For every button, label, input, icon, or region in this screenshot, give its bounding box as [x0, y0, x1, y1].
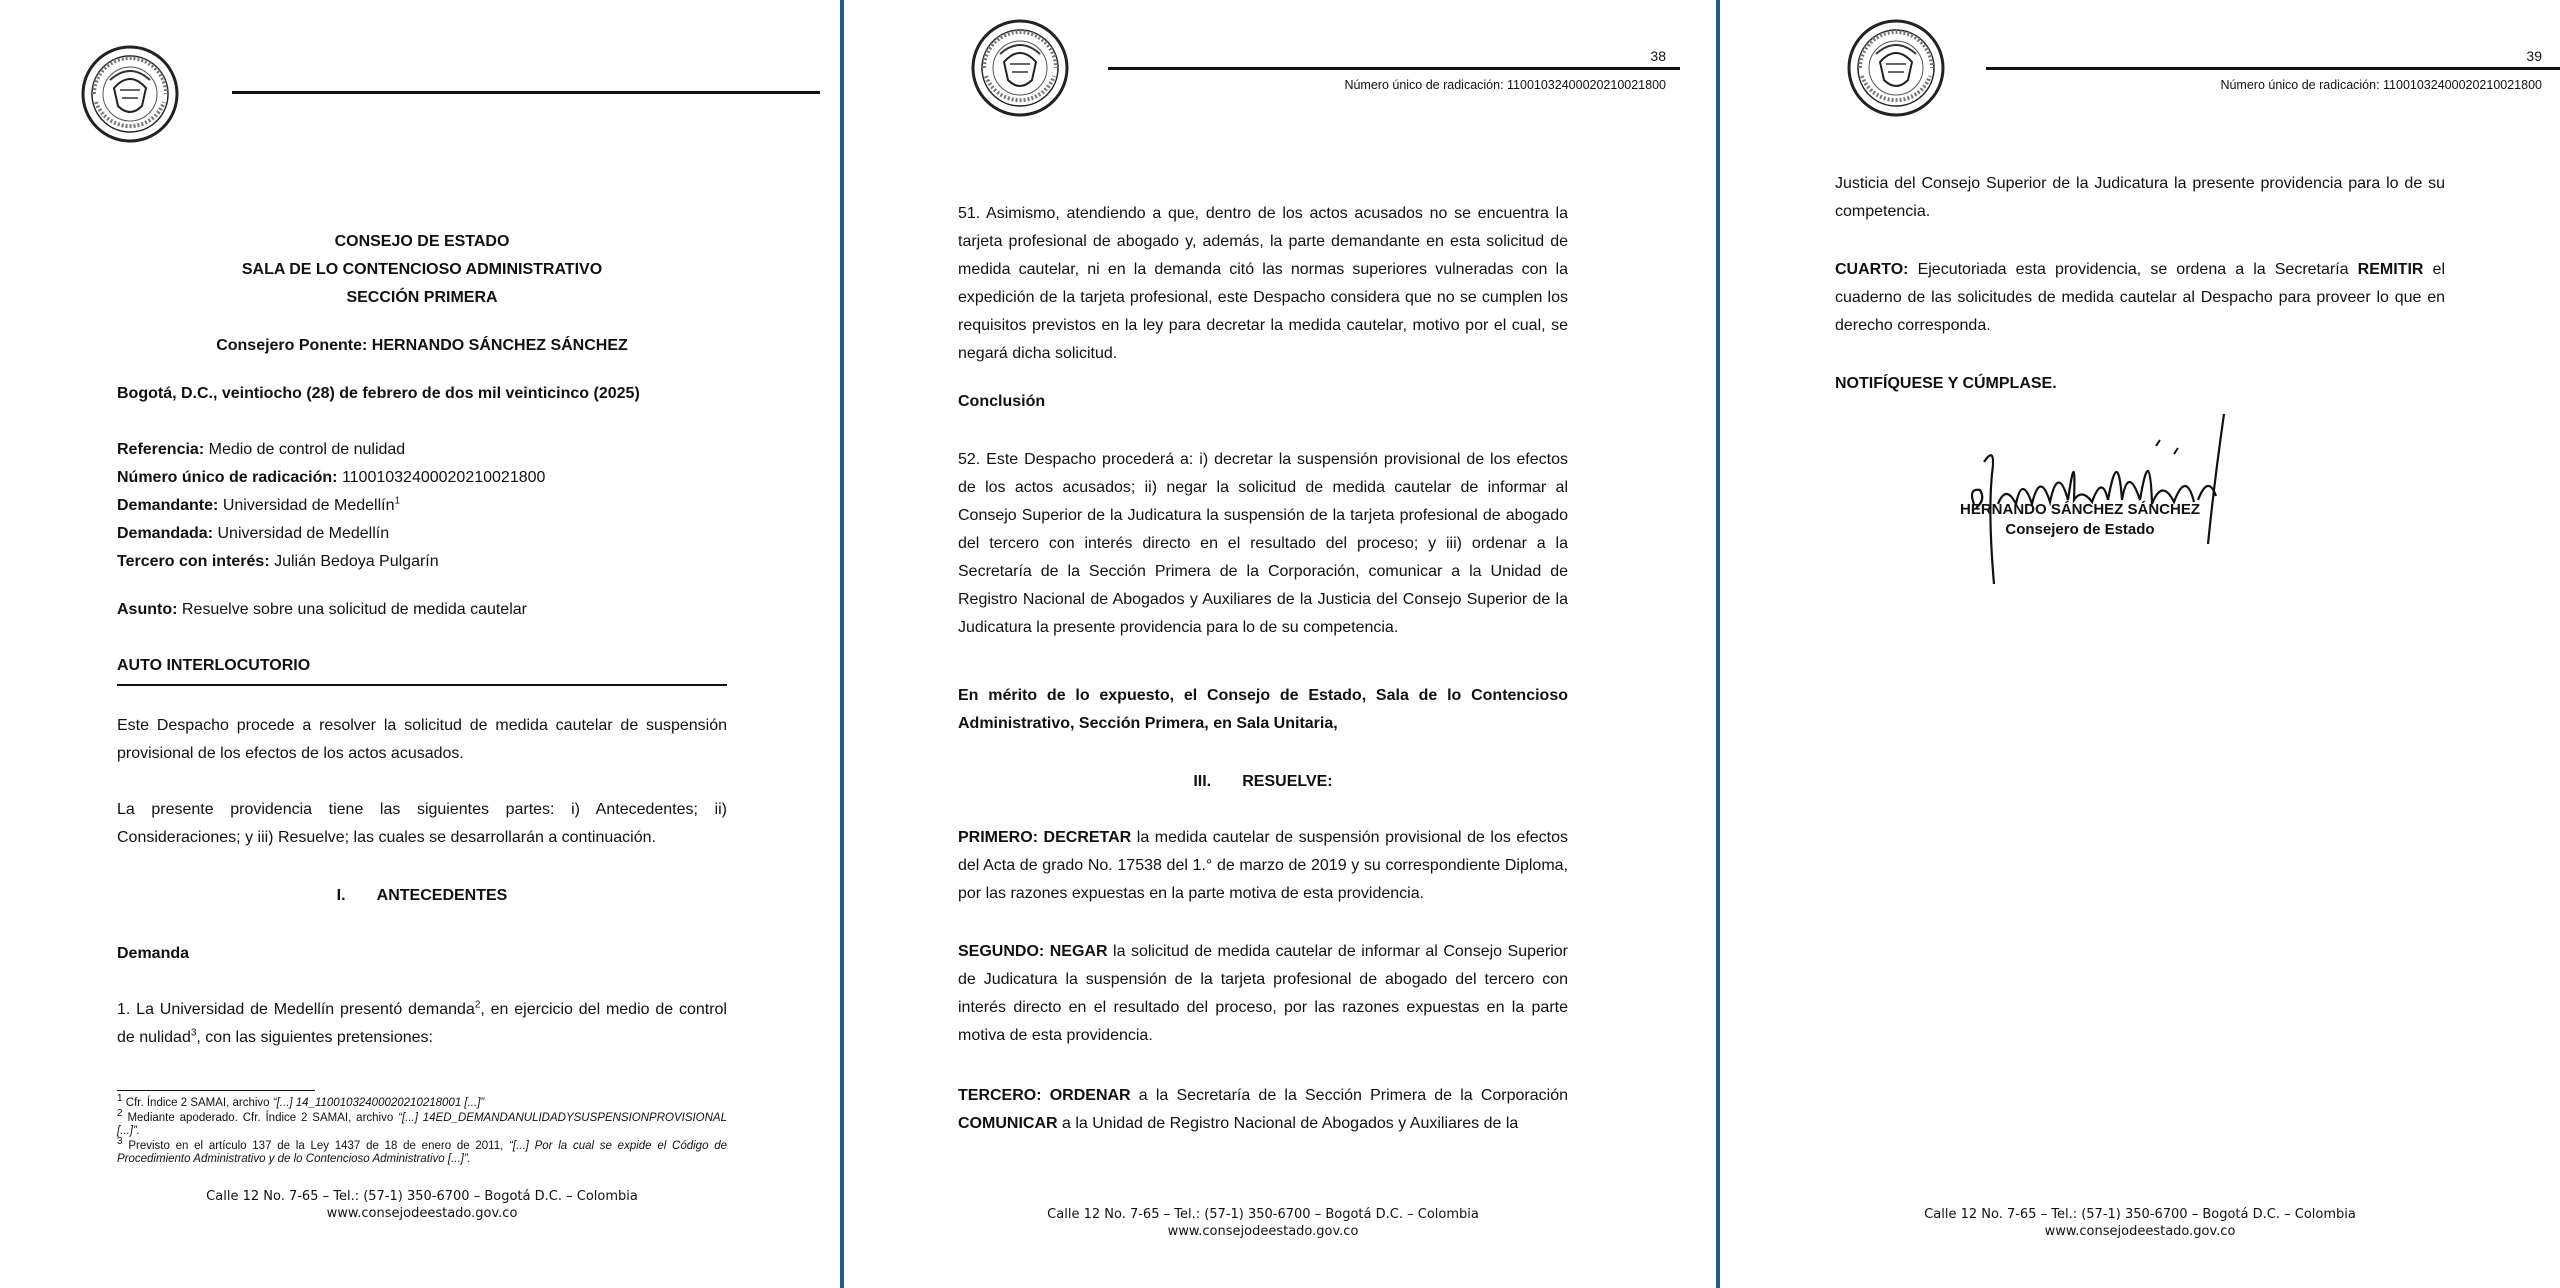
- consejo-de-estado-seal-icon: [970, 18, 1070, 118]
- demanda-heading: Demanda: [117, 945, 190, 962]
- primero-paragraph: PRIMERO: DECRETAR la medida cautelar de suspensión provisional de los efectos del Acta de grado No. 17538 del 1.° de marzo de 2019 y su correspondiente Diploma, por las razones expuestas en la parte motiva de esta providencia.: [958, 829, 1569, 902]
- radicacion-header: Número único de radicación: 11001032400020210021800: [1344, 78, 1666, 92]
- header-rule: [1986, 67, 2560, 70]
- page-footer: Calle 12 No. 7-65 – Tel.: (57-1) 350-6700 – Bogotá D.C. – Colombia www.consejodeestado.gov.co: [1047, 1207, 1479, 1239]
- header-rule: [232, 91, 820, 94]
- page-footer: Calle 12 No. 7-65 – Tel.: (57-1) 350-6700 – Bogotá D.C. – Colombia www.consejodeestado.gov.co: [1924, 1207, 2356, 1239]
- date-line: Bogotá, D.C., veintiocho (28) de febrero de dos mil veinticinco (2025): [117, 385, 640, 402]
- ponente-line: Consejero Ponente: HERNANDO SÁNCHEZ SÁNCHEZ: [216, 337, 628, 354]
- auto-title-rule: [117, 684, 727, 686]
- merito-paragraph: En mérito de lo expuesto, el Consejo de Estado, Sala de lo Contencioso Administrativo, Sección Primera, en Sala Unitaria,: [958, 687, 1568, 732]
- institution-heading: CONSEJO DE ESTADO SALA DE LO CONTENCIOSO ADMINISTRATIVO SECCIÓN PRIMERA: [241, 233, 603, 306]
- case-details: Referencia: Medio de control de nulidad Número único de radicación: 11001032400020210021800 Demandante: Universidad de Medellín$^1$ Demandada: Universidad de Medellín Tercero con interés: Julián Bedoya Pulgarín: [117, 441, 546, 570]
- section-heading-antecedentes: I. ANTECEDENTES: [336, 887, 508, 904]
- cuarto-paragraph: CUARTO: Ejecutoriada esta providencia, se ordena a la Secretaría REMITIR el cuaderno de las solicitudes de medida cautelar al Despacho para proveer lo que en derecho corresponda.: [1835, 261, 2445, 334]
- auto-title: AUTO INTERLOCUTORIO: [117, 657, 311, 674]
- signer-block: HERNANDO SÁNCHEZ SÁNCHEZ Consejero de Estado: [1959, 501, 2200, 538]
- consejo-de-estado-seal-icon: [1846, 18, 1946, 118]
- document-page-1: [0, 0, 840, 1288]
- conclusion-heading: Conclusión: [958, 393, 1046, 410]
- asunto-line: Asunto: Resuelve sobre una solicitud de medida cautelar: [117, 601, 527, 618]
- handwritten-signature: [1962, 404, 2262, 594]
- document-page-3: [1722, 0, 2560, 1288]
- paragraph-51: 51. Asimismo, atendiendo a que, dentro de los actos acusados no se encuentra la tarjeta profesional de abogado y, además, la parte demandante en esta solicitud de medida cautelar, ni en la demanda citó las normas superiores vulneradas con la expedición de la tarjeta profesional, este Despacho considera que no se cumplen los requisitos previstos en la ley para decretar la medida cautelar, motivo por el cual, se negará dicha solicitud.: [958, 205, 1568, 362]
- intro-paragraph: Este Despacho procede a resolver la solicitud de medida cautelar de suspensión provisional de los efectos de los actos acusados.: [117, 717, 727, 762]
- footnote-3: $^3$ Previsto en el artículo 137 de la Ley 1437 de 18 de enero de 2011, “[...] Por la cual se expide el Código de Procedimiento Administrativo y de lo Contencioso Administrativo [...]”.: [117, 1136, 727, 1165]
- paragraph-52: 52. Este Despacho procederá a: i) decretar la suspensión provisional de los efectos de los actos acusados; ii) negar la solicitud de medida cautelar de informar al Consejo Superior de la Judicatura la suspensión de la tarjeta profesional de abogado del tercero con interés directo en el resultado del proceso; y iii) ordenar a la Secretaría de la Sección Primera de la Corporación, comunicar a la Unidad de Registro Nacional de Abogados y Auxiliares de la Justicia del Consejo Superior de la Judicatura la presente providencia para lo de su competencia.: [958, 451, 1568, 636]
- footnote-rule: [117, 1090, 315, 1091]
- document-page-2: [846, 0, 1716, 1288]
- page-separator: [1716, 0, 1720, 1288]
- page-separator: [840, 0, 844, 1288]
- continuation-paragraph: Justicia del Consejo Superior de la Judicatura la presente providencia para lo de su competencia.: [1835, 175, 2445, 220]
- header-rule: [1108, 67, 1680, 70]
- footnote-1: $^1$ Cfr. Índice 2 SAMAI, archivo “[...] 14_11001032400020210218001 [...]”: [117, 1093, 485, 1109]
- consejo-de-estado-seal-icon: [80, 44, 180, 144]
- radicacion-header: Número único de radicación: 11001032400020210021800: [2220, 78, 2542, 92]
- parts-paragraph: La presente providencia tiene las siguientes partes: i) Antecedentes; ii) Consideraciones; y iii) Resuelve; las cuales se desarrollarán a continuación.: [117, 801, 727, 846]
- footnote-2: $^2$ Mediante apoderado. Cfr. Índice 2 SAMAI, archivo “[...] 14ED_DEMANDANULIDADYSUSPENSIONPROVISIONAL [...]”.: [117, 1108, 728, 1137]
- page-footer: Calle 12 No. 7-65 – Tel.: (57-1) 350-6700 – Bogotá D.C. – Colombia www.consejodeestado.gov.co: [206, 1189, 638, 1221]
- segundo-paragraph: SEGUNDO: NEGAR la solicitud de medida cautelar de informar al Consejo Superior de Judicatura la suspensión de la tarjeta profesional de abogado del tercero con interés directo en el resultado del proceso, por las razones expuestas en la parte motiva de esta providencia.: [958, 943, 1569, 1044]
- tercero-paragraph: TERCERO: ORDENAR a la Secretaría de la Sección Primera de la Corporación COMUNICAR a la Unidad de Registro Nacional de Abogados y Auxiliares de la: [958, 1087, 1568, 1132]
- page-number: 38: [1650, 48, 1666, 64]
- paragraph-1: 1. La Universidad de Medellín presentó demanda$^2$, en ejercicio del medio de control de nulidad$^3$, con las siguientes pretensiones:: [117, 999, 727, 1046]
- notifiquese-line: NOTIFÍQUESE Y CÚMPLASE.: [1835, 375, 2057, 392]
- page-number: 39: [2526, 48, 2542, 64]
- section-heading-resuelve: III. RESUELVE:: [1193, 773, 1333, 790]
